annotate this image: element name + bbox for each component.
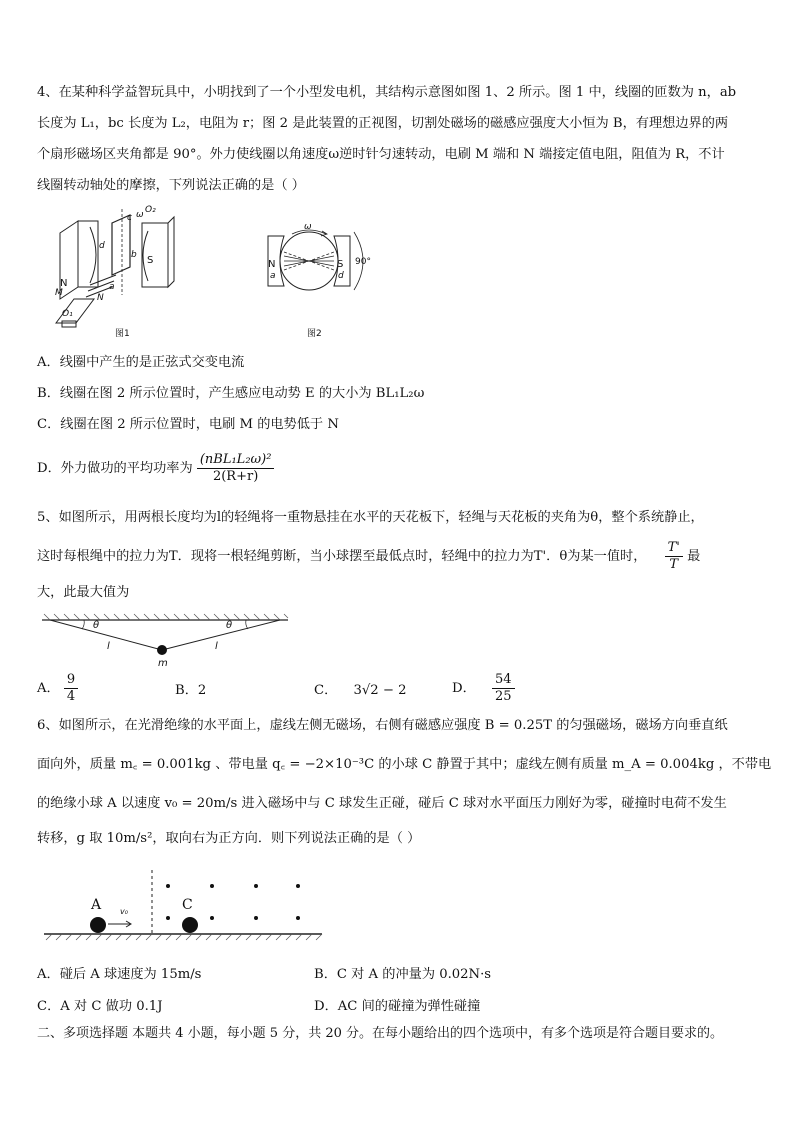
q6-label-v0: v₀	[120, 907, 128, 916]
fig2-label-d: d	[338, 271, 344, 281]
q5-option-a-fraction	[64, 672, 78, 705]
q4-option-d-denominator: 2(R+r)	[212, 469, 259, 484]
q6-option-b: B．C 对 A 的冲量为 0.02N·s	[314, 967, 492, 982]
q5-ratio-numerator: T'	[665, 540, 683, 557]
q5-line-2-suffix: 最	[687, 549, 701, 564]
fig1-label-N-brush: N	[97, 293, 104, 303]
q5-option-a-denominator: 4	[66, 689, 76, 704]
fig1-label-S: S	[147, 255, 154, 266]
q5-option-a-numerator: 9	[64, 672, 78, 689]
q5-option-a	[37, 672, 78, 710]
q6-label-A: A	[91, 897, 102, 913]
q6-line-4: 转移，g 取 10m/s²，取向右为正方向．则下列说法正确的是（ ）	[37, 831, 421, 846]
q4-option-b: B．线圈在图 2 所示位置时，产生感应电动势 E 的大小为 BL₁L₂ω	[37, 386, 425, 401]
q4-line-2: 长度为 L₁，bc 长度为 L₂，电阻为 r；图 2 是此装置的正视图，切割处磁场的磁感应强度大小恒为 B，有理想边界的两	[37, 116, 729, 131]
q4-line-3: 个扇形磁场区夹角都是 90°。外力使线圈以角速度ω逆时针匀速转动，电刷 M 端和 N 端接定值电阻，阻值为 R，不计	[37, 147, 725, 162]
q5-option-d-fraction	[492, 672, 515, 705]
q5-ratio-fraction	[665, 540, 683, 573]
generator-figure-1	[50, 205, 180, 340]
q4-option-d	[37, 452, 761, 492]
q6-option-a: A．碰后 A 球速度为 15m/s	[37, 967, 202, 982]
q5-line-2-text: 这时每根绳中的拉力为T．现将一根轻绳剪断，当小球摆至最低点时，轻绳中的拉力为T'．θ为某一值时，	[37, 549, 647, 564]
fig2-caption: 图2	[307, 329, 322, 339]
fig2-label-omega: ω	[304, 222, 312, 232]
q4-line-1: 4、在某种科学益智玩具中，小明找到了一个小型发电机，其结构示意图如图 1、2 所示。图 1 中，线圈的匝数为 n，ab	[37, 85, 737, 100]
q4-option-d-numerator: (nBL₁L₂ω)²	[197, 452, 275, 469]
q6-line-1: 6、如图所示，在光滑绝缘的水平面上，虚线左侧无磁场，右侧有磁感应强度 B = 0.25T 的匀强磁场，磁场方向垂直纸	[37, 718, 728, 733]
q4-option-d-prefix: D．外力做功的平均功率为	[37, 461, 193, 476]
q5-option-d	[452, 672, 515, 710]
q6-line-3: 的绝缘小球 A 以速度 v₀ = 20m/s 进入磁场中与 C 球发生正碰，碰后 C 球对水平面压力刚好为零，碰撞时电荷不发生	[37, 796, 727, 811]
fig1-label-O2: O₂	[145, 205, 156, 215]
fig1-label-M: M	[55, 288, 63, 298]
q5-option-c	[314, 682, 407, 699]
q6-line-2: 面向外，质量 m꜀ = 0.001kg 、带电量 q꜀ = −2×10⁻³C 的小球 C 静置于其中；虚线左侧有质量 m_A = 0.004kg ，不带电	[37, 757, 772, 772]
fig1-label-omega: ω	[136, 210, 144, 220]
q5-line-2	[37, 540, 761, 580]
fig1-label-N: N	[60, 278, 68, 289]
q4-option-c: C．线圈在图 2 所示位置时，电刷 M 的电势低于 N	[37, 417, 339, 432]
q5-line-3: 大，此最大值为	[37, 585, 130, 600]
q6-label-C: C	[182, 897, 193, 913]
q5-label-theta-left: θ	[93, 620, 100, 631]
q5-label-theta-right: θ	[226, 620, 233, 631]
q4-line-4: 线圈转动轴处的摩擦，下列说法正确的是（ ）	[37, 178, 305, 193]
q4-option-d-fraction	[197, 452, 275, 485]
q5-option-a-label: A．	[37, 681, 60, 696]
fig1-label-b: b	[131, 250, 137, 260]
fig2-label-a: a	[270, 271, 276, 281]
q6-option-d: D．AC 间的碰撞为弹性碰撞	[314, 999, 481, 1014]
q5-option-b: B．2	[175, 683, 207, 698]
fig1-label-d: d	[99, 241, 105, 251]
q5-option-c-value: 3√2 − 2	[353, 683, 407, 698]
fig2-label-N: N	[268, 259, 276, 270]
fig1-label-a: a	[109, 282, 115, 292]
fig2-label-S: S	[337, 259, 344, 270]
fig1-caption: 图1	[115, 329, 130, 339]
section-2-heading: 二、多项选择题 本题共 4 小题，每小题 5 分，共 20 分。在每小题给出的四个选项中，有多个选项是符合题目要求的。	[37, 1026, 724, 1041]
fig2-label-angle: 90°	[355, 257, 371, 267]
q5-ratio-denominator: T	[669, 557, 679, 572]
fig1-label-O1: O₁	[62, 309, 73, 319]
fig1-label-c: c	[127, 213, 132, 223]
q5-option-d-denominator: 25	[494, 689, 512, 704]
q6-option-c: C．A 对 C 做功 0.1J	[37, 999, 163, 1014]
q5-label-l-left: l	[107, 641, 110, 652]
q5-line-1: 5、如图所示，用两根长度均为l的轻绳将一重物悬挂在水平的天花板下，轻绳与天花板的夹角为θ，整个系统静止，	[37, 510, 704, 525]
q5-option-d-label: D．	[452, 681, 476, 696]
q5-option-d-numerator: 54	[492, 672, 515, 689]
q5-label-l-right: l	[215, 641, 218, 652]
q5-label-m: m	[158, 658, 168, 669]
q4-option-a: A．线圈中产生的是正弦式交变电流	[37, 355, 245, 370]
q5-option-c-label: C．	[314, 683, 338, 698]
